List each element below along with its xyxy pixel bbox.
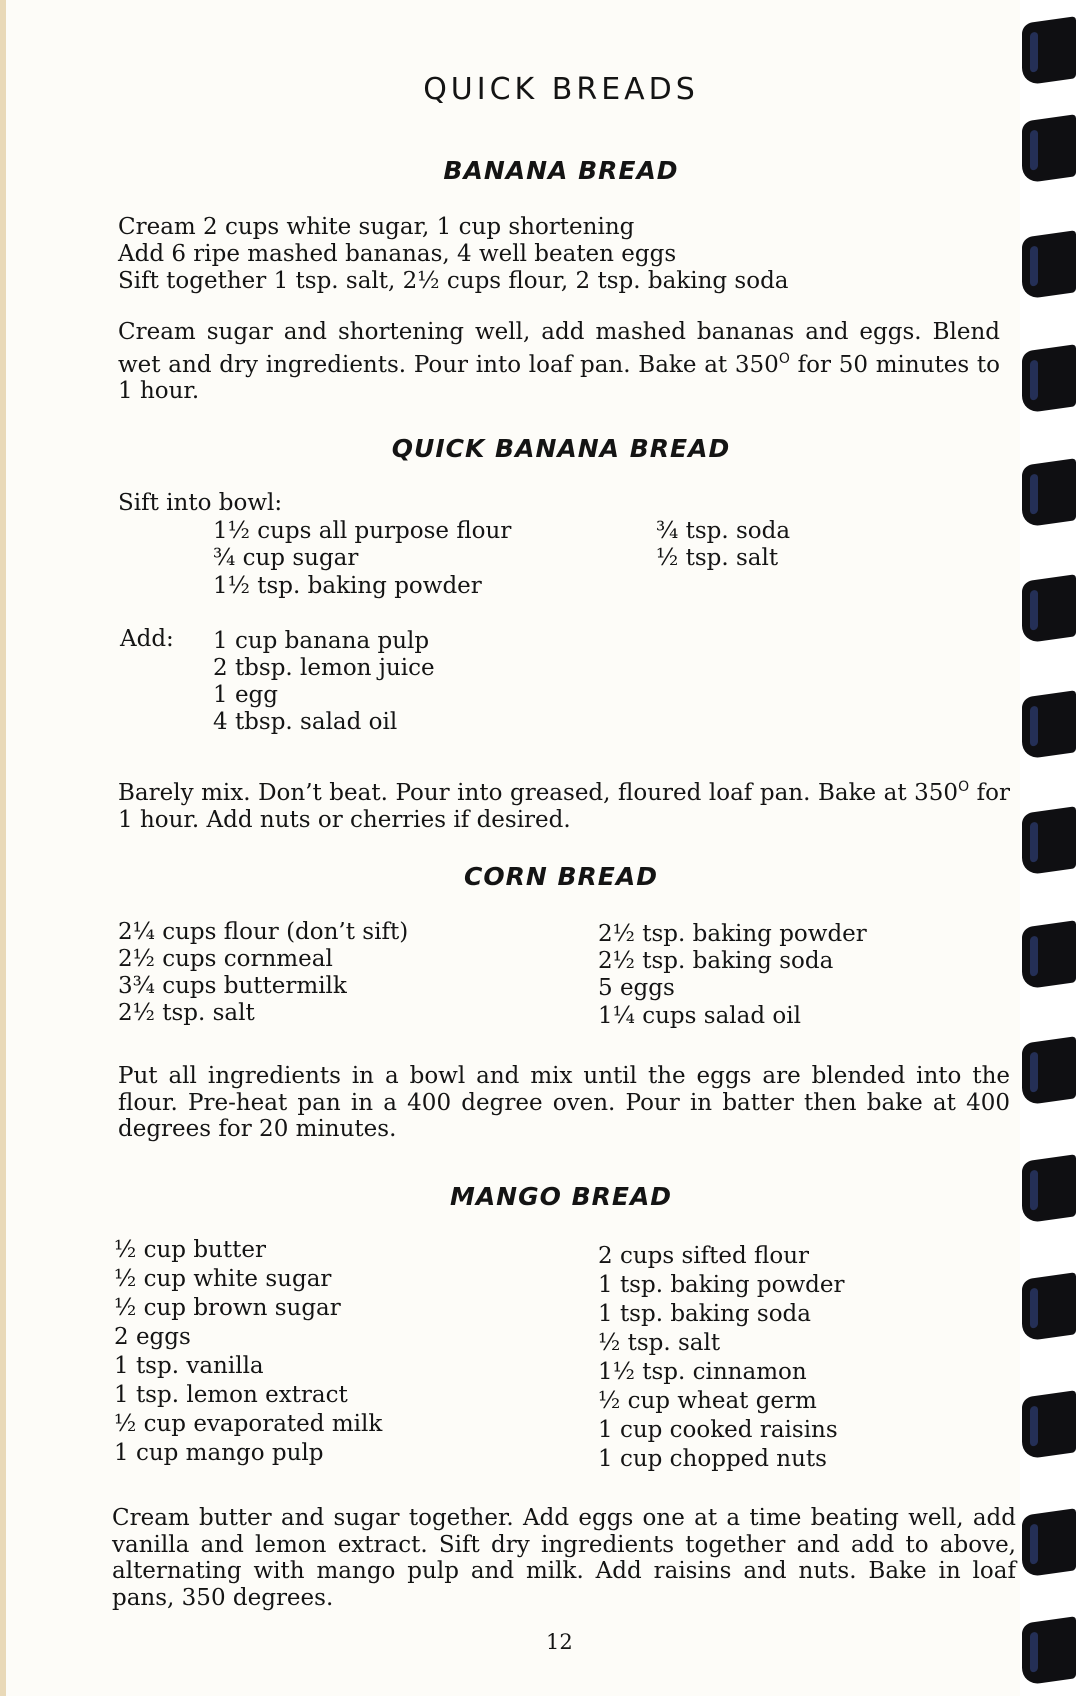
ingredient-item: 2 tbsp. lemon juice (213, 655, 435, 681)
binding-coil (1022, 1390, 1076, 1460)
ingredient-item: ¾ tsp. soda (656, 518, 791, 544)
ingredient-item: 2½ tsp. baking soda (598, 948, 834, 974)
ingredient-item: ½ cup evaporated milk (114, 1411, 383, 1437)
banana-bread-line: Cream 2 cups white sugar, 1 cup shortening (118, 214, 635, 240)
ingredient-item: 5 eggs (598, 975, 675, 1001)
banana-bread-directions: Cream sugar and shortening well, add mashed bananas and eggs. Blend wet and dry ingredients. Pour into loaf pan. Bake at $350^O$ for 50 minutes to 1 hour. (118, 319, 1000, 404)
binding-coil (1022, 114, 1076, 184)
binding-coil (1022, 230, 1076, 300)
recipe-title-corn-bread: CORN BREAD (464, 862, 658, 891)
ingredient-item: ½ cup brown sugar (114, 1295, 341, 1321)
quick-banana-bread-directions: Barely mix. Don’t beat. Pour into greased, floured loaf pan. Bake at $350^O$ for 1 hour. Add nuts or cherries if desired. (118, 779, 1010, 833)
ingredient-item: 2½ tsp. salt (118, 1000, 255, 1026)
binding-coil (1022, 458, 1076, 528)
ingredient-item: 2 cups sifted flour (598, 1243, 810, 1269)
ingredient-item: ¾ cup sugar (213, 545, 359, 571)
ingredient-item: 1 cup mango pulp (114, 1440, 324, 1466)
banana-bread-line: Sift together 1 tsp. salt, 2½ cups flour, 2 tsp. baking soda (118, 268, 789, 294)
binding-coil (1022, 1616, 1076, 1686)
ingredient-item: 1 tsp. lemon extract (114, 1382, 348, 1408)
ingredient-item: 1 tsp. baking powder (598, 1272, 845, 1298)
ingredient-item: 2½ cups cornmeal (118, 946, 333, 972)
corn-bread-directions: Put all ingredients in a bowl and mix until the eggs are blended into the flour. Pre-heat pan in a 400 degree oven. Pour in batter then bake at 400 degrees for 20 minutes. (118, 1063, 1010, 1142)
ingredient-item: 2½ tsp. baking powder (598, 921, 867, 947)
recipe-title-banana-bread: BANANA BREAD (443, 156, 679, 185)
degree-mark: O (958, 779, 970, 795)
mango-bread-directions: Cream butter and sugar together. Add eggs one at a time beating well, add vanilla and lemon extract. Sift dry ingredients together and add to above, alternating with mango pulp and milk. Add raisins and nuts. Bake in loaf pans, 350 degrees. (112, 1505, 1016, 1611)
degree-mark: O (778, 350, 790, 367)
add-label: Add: (120, 626, 174, 652)
binding-coil (1022, 920, 1076, 990)
ingredient-item: 1½ tsp. baking powder (213, 573, 482, 599)
banana-bread-line: Add 6 ripe mashed bananas, 4 well beaten eggs (118, 241, 677, 267)
binding-coil (1022, 1036, 1076, 1106)
ingredient-item: 1 cup cooked raisins (598, 1417, 838, 1443)
ingredient-item: 4 tbsp. salad oil (213, 709, 398, 735)
ingredient-item: ½ tsp. salt (598, 1330, 721, 1356)
binding-coil (1022, 1154, 1076, 1224)
section-title: QUICK BREADS (423, 72, 699, 107)
recipe-title-quick-banana-bread: QUICK BANANA BREAD (391, 434, 731, 463)
ingredient-item: ½ tsp. salt (656, 545, 779, 571)
ingredient-item: 1½ tsp. cinnamon (598, 1359, 807, 1385)
page-number: 12 (546, 1630, 573, 1654)
ingredient-item: ½ cup white sugar (114, 1266, 332, 1292)
ingredient-item: ½ cup wheat germ (598, 1388, 817, 1414)
spiral-binding (1020, 0, 1078, 1696)
binding-coil (1022, 690, 1076, 760)
ingredient-item: 1 tsp. baking soda (598, 1301, 811, 1327)
ingredient-item: 2 eggs (114, 1324, 191, 1350)
binding-coil (1022, 806, 1076, 876)
ingredient-item: 1¼ cups salad oil (598, 1003, 801, 1029)
ingredient-item: 1 cup banana pulp (213, 628, 430, 654)
ingredient-item: 1½ cups all purpose flour (213, 518, 512, 544)
ingredient-item: 1 egg (213, 682, 279, 708)
ingredient-item: 1 cup chopped nuts (598, 1446, 827, 1472)
binding-coil (1022, 16, 1076, 86)
recipe-title-mango-bread: MANGO BREAD (449, 1182, 673, 1211)
sift-into-bowl-label: Sift into bowl: (118, 490, 283, 516)
ingredient-item: 1 tsp. vanilla (114, 1353, 264, 1379)
binding-coil (1022, 344, 1076, 414)
ingredient-item: ½ cup butter (114, 1237, 266, 1263)
binding-coil (1022, 1508, 1076, 1578)
ingredient-item: 3¾ cups buttermilk (118, 973, 347, 999)
ingredient-item: 2¼ cups flour (don’t sift) (118, 919, 409, 945)
binding-coil (1022, 574, 1076, 644)
binding-coil (1022, 1272, 1076, 1342)
